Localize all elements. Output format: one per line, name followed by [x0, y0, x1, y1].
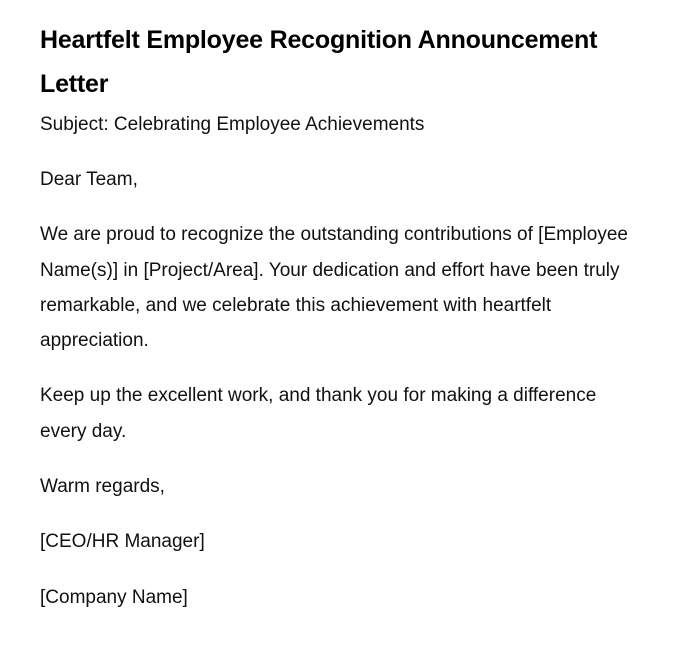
letter-closing: Warm regards, [40, 476, 165, 498]
letter-signatory: [CEO/HR Manager] [40, 531, 205, 553]
letter-company-name: [Company Name] [40, 586, 188, 608]
letter-body-paragraph-1: We are proud to recognize the outstanding contributions of [Employee Name(s)] in [Project/Area]. Your dedication and effort have been truly remarkable, and we celebrate this achievement with heartfelt appreciation. [40, 224, 628, 352]
letter-document [40, 18, 640, 615]
letter-title: Heartfelt Employee Recognition Announcement Letter [40, 26, 598, 98]
letter-subject: Subject: Celebrating Employee Achievements [40, 114, 425, 135]
letter-greeting: Dear Team, [40, 169, 138, 190]
letter-body-paragraph-2: Keep up the excellent work, and thank you for making a difference every day. [40, 385, 597, 442]
